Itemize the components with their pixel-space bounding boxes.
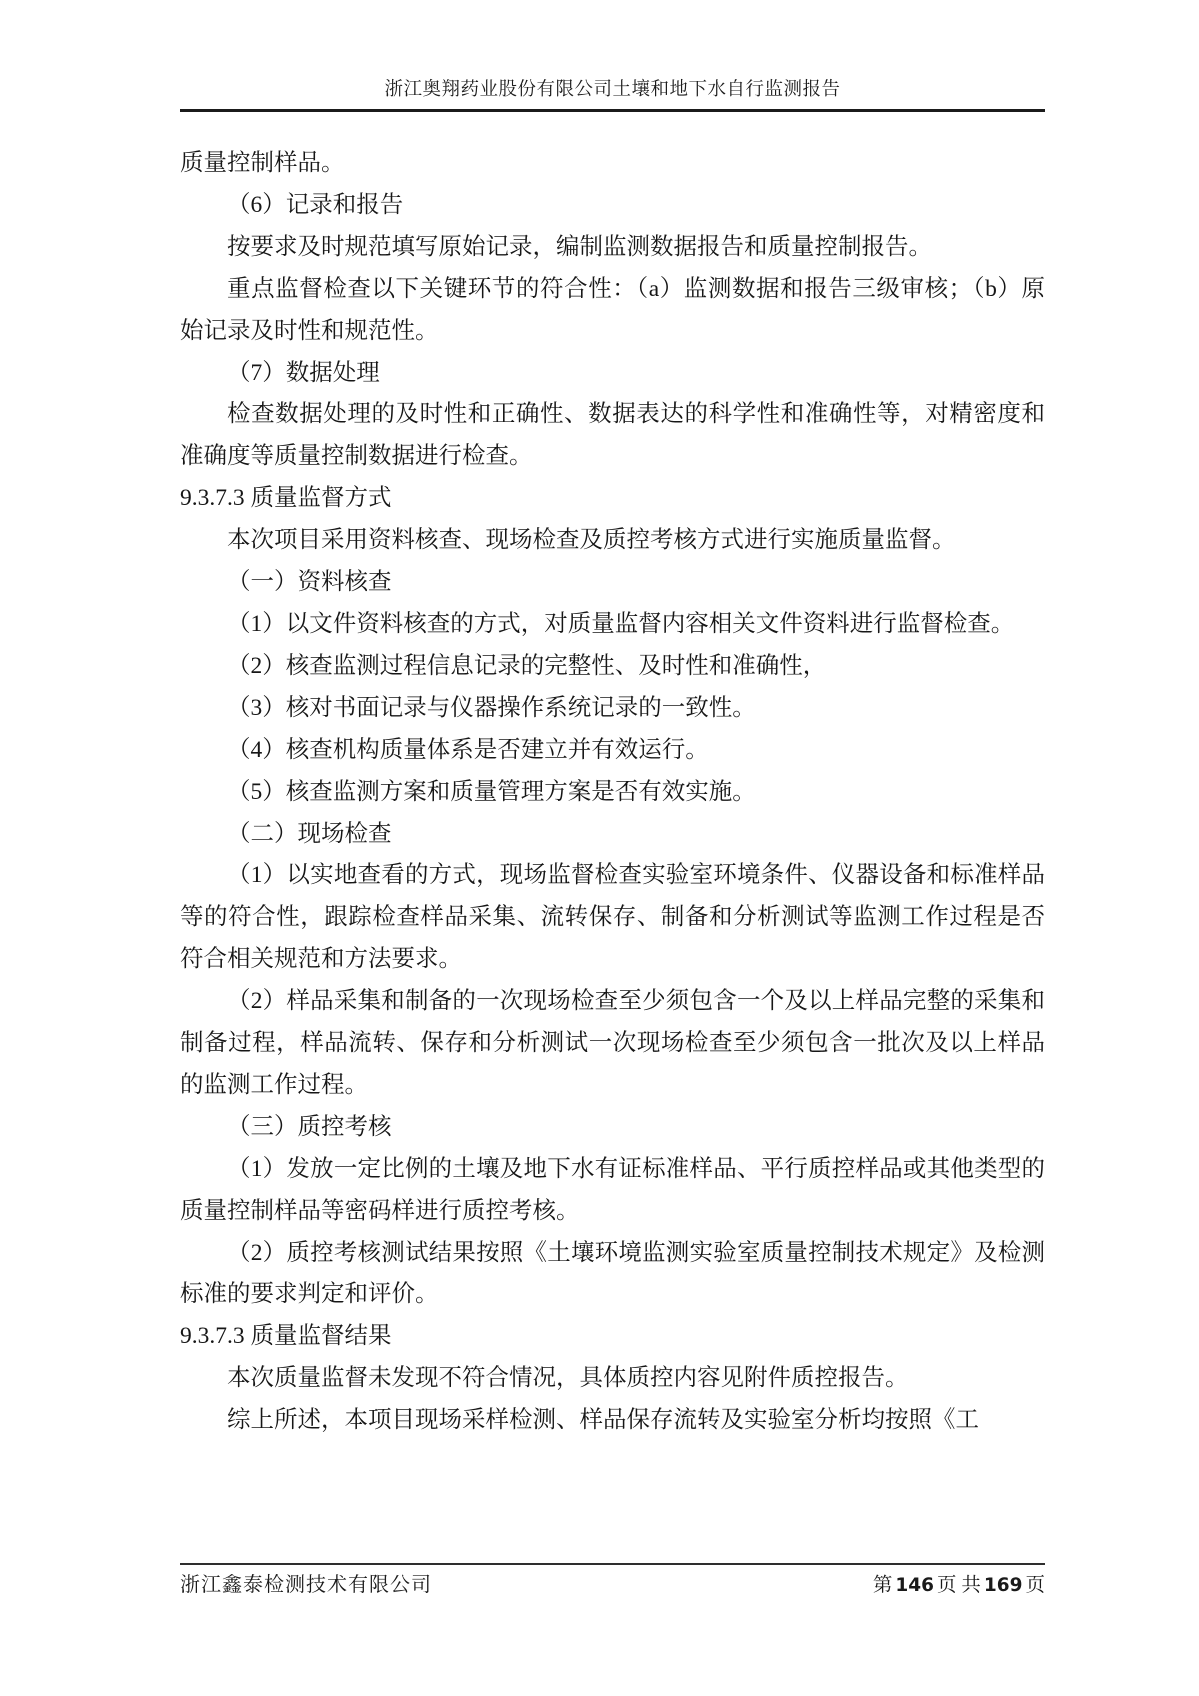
- paragraph: 质量控制样品。: [180, 150, 345, 176]
- paragraph: （4）核查机构质量体系是否建立并有效运行。: [227, 736, 709, 763]
- page-number-indicator: [873, 1573, 1045, 1599]
- current-page-number: 146: [895, 1575, 934, 1596]
- paragraph: （3）核对书面记录与仪器操作系统记录的一致性。: [227, 694, 756, 721]
- page-number-suffix: 页: [1025, 1575, 1045, 1596]
- report-title: 浙江奥翔药业股份有限公司土壤和地下水自行监测报告: [384, 80, 841, 100]
- total-page-number: 169: [983, 1575, 1023, 1596]
- paragraph: （5）核查监测方案和质量管理方案是否有效实施。: [227, 778, 756, 805]
- paragraph: （7）数据处理: [227, 359, 380, 386]
- page-header: [180, 0, 1045, 112]
- paragraph: （三）质控考核: [227, 1113, 392, 1140]
- paragraph: （6）记录和报告: [227, 191, 404, 218]
- paragraph: （2）样品采集和制备的一次现场检查至少须包含一个及以上样品完整的采集和制备过程，样品流转、保存和分析测试一次现场检查至少须包含一批次及以上样品的监测工作过程。: [180, 988, 1045, 1098]
- paragraph: 检查数据处理的及时性和正确性、数据表达的科学性和准确性等，对精密度和准确度等质量控制数据进行检查。: [180, 401, 1045, 470]
- paragraph: 本次质量监督未发现不符合情况，具体质控内容见附件质控报告。: [227, 1365, 909, 1392]
- footer-row: [180, 1572, 1045, 1599]
- paragraph: 本次项目采用资料核查、现场检查及质控考核方式进行实施质量监督。: [227, 527, 956, 554]
- paragraph: 按要求及时规范填写原始记录，编制监测数据报告和质量控制报告。: [227, 233, 932, 260]
- paragraph: （一）资料核查: [227, 569, 392, 596]
- section-heading: 9.3.7.3 质量监督结果: [180, 1323, 392, 1350]
- footer-company-name: 浙江鑫泰检测技术有限公司: [180, 1574, 432, 1596]
- paragraph: （2）质控考核测试结果按照《土壤环境监测实验室质量控制技术规定》及检测标准的要求判定和评价。: [180, 1239, 1045, 1308]
- paragraph: （1）以文件资料核查的方式，对质量监督内容相关文件资料进行监督检查。: [227, 610, 1015, 637]
- page-number-prefix: 第: [872, 1575, 893, 1596]
- document-body: [180, 143, 1045, 1442]
- page-footer: [180, 1563, 1045, 1599]
- paragraph: （2）核查监测过程信息记录的完整性、及时性和准确性，: [227, 652, 827, 679]
- page-number-middle: 页 共: [936, 1575, 981, 1596]
- header-rule: [180, 109, 1045, 112]
- paragraph: （二）现场检查: [227, 820, 392, 847]
- paragraph: （1）以实地查看的方式，现场监督检查实验室环境条件、仪器设备和标准样品等的符合性，跟踪检查样品采集、流转保存、制备和分析测试等监测工作过程是否符合相关规范和方法要求。: [180, 862, 1045, 973]
- paragraph: 重点监督检查以下关键环节的符合性：（a）监测数据和报告三级审核；（b）原始记录及时性和规范性。: [180, 275, 1045, 344]
- paragraph: （1）发放一定比例的土壤及地下水有证标准样品、平行质控样品或其他类型的质量控制样品等密码样进行质控考核。: [180, 1155, 1045, 1224]
- paragraph: 综上所述，本项目现场采样检测、样品保存流转及实验室分析均按照《工: [227, 1407, 979, 1434]
- section-heading: 9.3.7.3 质量监督方式: [180, 485, 392, 512]
- footer-rule: [180, 1563, 1045, 1565]
